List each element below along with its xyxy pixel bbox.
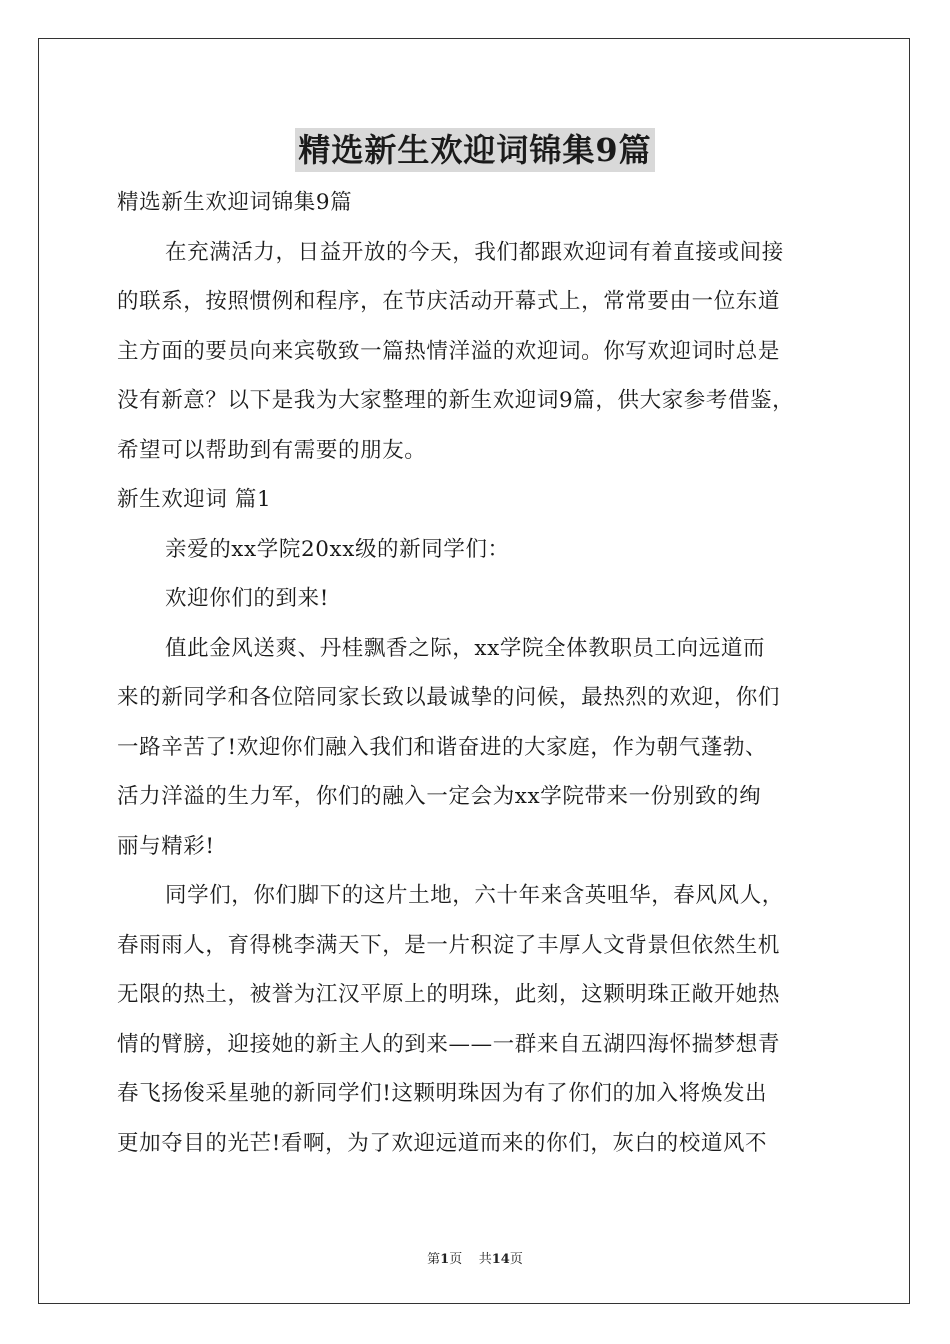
text-line: 情的臂膀，迎接她的新主人的到来——一群来自五湖四海怀揣梦想青 (117, 1031, 781, 1057)
document-body (117, 178, 835, 1168)
text-line: 值此金风送爽、丹桂飘香之际，xx学院全体教职员工向远道而 (165, 635, 766, 661)
page-footer (0, 1248, 950, 1267)
text-line: 来的新同学和各位陪同家长致以最诚挚的问候，最热烈的欢迎，你们 (117, 685, 781, 710)
text-line: 主方面的要员向来宾敬致一篇热情洋溢的欢迎词。你写欢迎词时总是 (117, 338, 781, 364)
document-title: 精选新生欢迎词锦集9篇 (295, 128, 654, 172)
text-line: 欢迎你们的到来! (165, 586, 329, 611)
text-line: 一路辛苦了!欢迎你们融入我们和谐奋进的大家庭，作为朝气蓬勃、 (117, 734, 768, 760)
text-line: 的联系，按照惯例和程序，在节庆活动开幕式上，常常要由一位东道 (117, 289, 781, 314)
footer-page-prefix: 第 (427, 1252, 441, 1267)
text-line: 没有新意？以下是我为大家整理的新生欢迎词9篇，供大家参考借鉴， (117, 388, 795, 413)
text-line: 春雨雨人，育得桃李满天下，是一片积淀了丰厚人文背景但依然生机 (117, 932, 781, 958)
footer-total-prefix: 共 (478, 1252, 492, 1267)
text-line: 活力洋溢的生力军，你们的融入一定会为xx学院带来一份别致的绚 (117, 784, 762, 809)
text-line: 无限的热土，被誉为江汉平原上的明珠，此刻，这颗明珠正敞开她热 (117, 982, 781, 1007)
text-line: 同学们，你们脚下的这片土地，六十年来含英咀华，春风风人， (165, 883, 784, 908)
footer-page-number: 1 (440, 1252, 450, 1267)
text-line: 新生欢迎词 篇1 (117, 487, 272, 512)
footer-total-pages: 14 (491, 1252, 510, 1267)
text-line: 丽与精彩! (117, 833, 215, 859)
text-line: 在充满活力，日益开放的今天，我们都跟欢迎词有着直接或间接 (165, 239, 784, 265)
text-line: 希望可以帮助到有需要的朋友。 (117, 437, 427, 463)
title-container (0, 128, 950, 172)
text-line: 精选新生欢迎词锦集9篇 (117, 190, 353, 215)
text-line: 亲爱的xx学院20xx级的新同学们： (165, 536, 510, 562)
footer-page-suffix: 页 (449, 1252, 463, 1267)
text-line: 更加夺目的光芒!看啊，为了欢迎远道而来的你们，灰白的校道风不 (117, 1130, 768, 1156)
footer-total-suffix: 页 (509, 1252, 523, 1267)
text-line: 春飞扬俊采星驰的新同学们!这颗明珠因为有了你们的加入将焕发出 (117, 1081, 768, 1106)
